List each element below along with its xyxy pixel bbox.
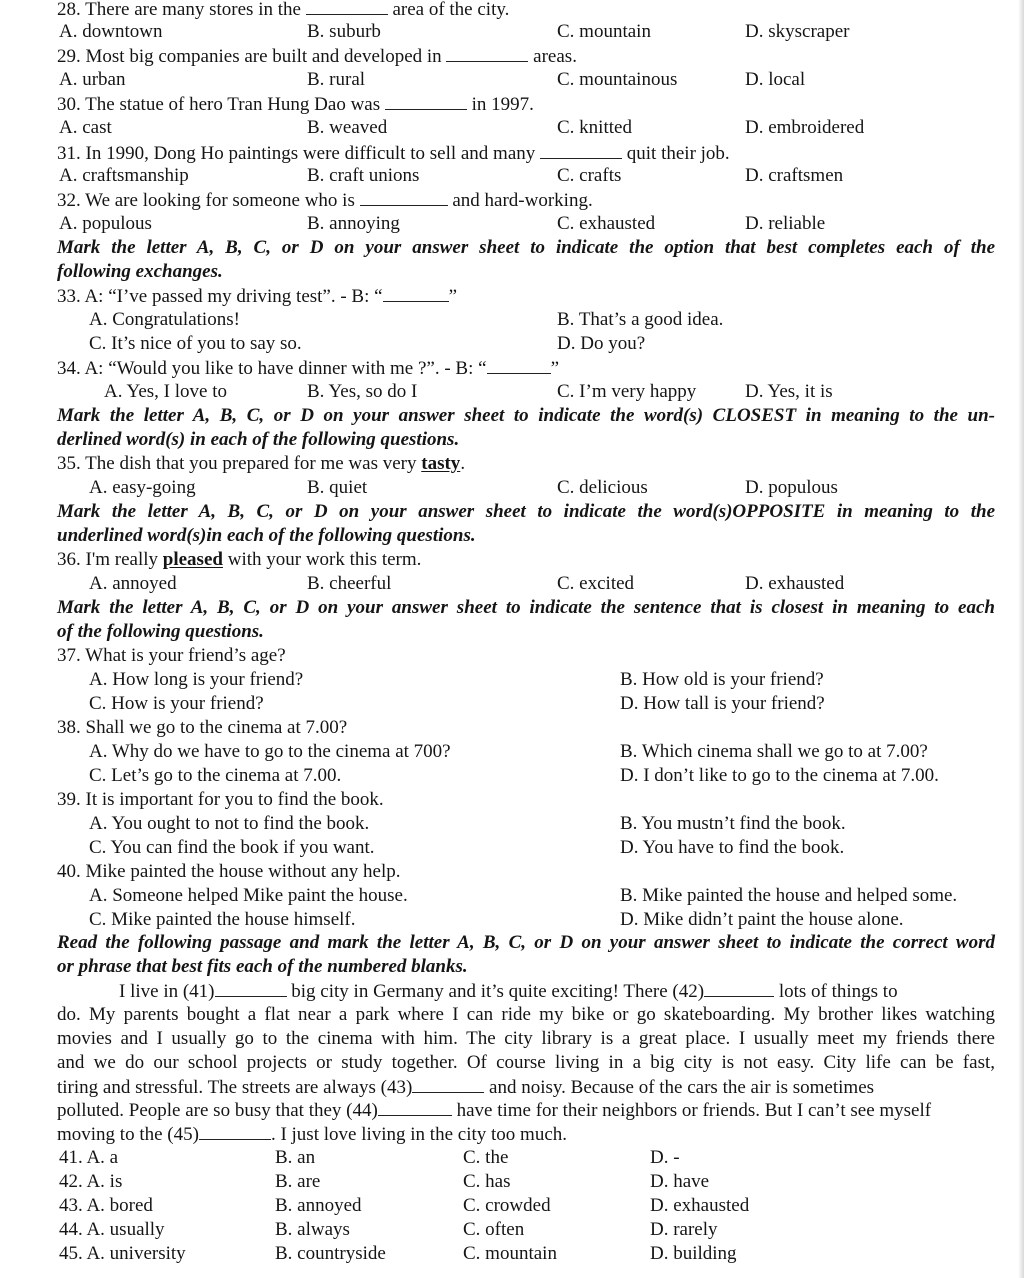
blank-43: [412, 1075, 484, 1093]
q29-option-a: A. urban: [59, 69, 126, 90]
q37-option-c: C. How is your friend?: [89, 693, 264, 714]
blank-44: [378, 1098, 452, 1116]
q29-stem: 29. Most big companies are built and developed in areas.: [57, 46, 577, 67]
q32-option-a: A. populous: [59, 213, 152, 234]
q30-option-c: C. knitted: [557, 117, 632, 138]
passage-line-6: polluted. People are so busy that they (44) have time for their neighbors or friends. But I can’t see myself: [57, 1100, 932, 1121]
q33-option-b: B. That’s a good idea.: [557, 309, 724, 330]
q33-stem: 33. A: “I’ve passed my driving test”. - B: “ ”: [57, 286, 458, 307]
q40-stem: 40. Mike painted the house without any help.: [57, 861, 401, 882]
q45-option-d: D. building: [650, 1243, 737, 1264]
q34-option-d: D. Yes, it is: [745, 381, 833, 402]
q40-option-c: C. Mike painted the house himself.: [89, 909, 356, 930]
q39-option-d: D. You have to find the book.: [620, 837, 845, 858]
q38-stem: 38. Shall we go to the cinema at 7.00?: [57, 717, 348, 738]
passage-line-1: I live in (41) big city in Germany and it’s quite exciting! There (42) lots of things to: [119, 981, 898, 1002]
instruction-sentence-line1: Mark the letter A, B, C, or D on your answer sheet to indicate the sentence that is closest in meaning to each: [57, 597, 995, 618]
q36-stem: 36. I'm really pleased with your work this term.: [57, 549, 422, 570]
q28-option-a: A. downtown: [59, 21, 163, 42]
q33-option-d: D. Do you?: [557, 333, 646, 354]
q42-option-c: C. has: [463, 1171, 511, 1192]
q28-option-b: B. suburb: [307, 21, 381, 42]
q36-option-a: A. annoyed: [89, 573, 177, 594]
q34-blank: [487, 356, 551, 374]
q31-option-a: A. craftsmanship: [59, 165, 189, 186]
q30-option-a: A. cast: [59, 117, 112, 138]
q35-underlined-word: tasty: [421, 453, 461, 474]
q30-stem: 30. The statue of hero Tran Hung Dao was in 1997.: [57, 94, 534, 115]
q42-option-a: 42. A. is: [59, 1171, 123, 1192]
q35-option-d: D. populous: [745, 477, 838, 498]
q44-option-c: C. often: [463, 1219, 525, 1240]
q35-option-b: B. quiet: [307, 477, 368, 498]
q29-option-b: B. rural: [307, 69, 366, 90]
passage-line-2: do. My parents bought a flat near a park where I can ride my bike or go skateboarding. My brother likes watching: [57, 1004, 995, 1025]
q38-option-a: A. Why do we have to go to the cinema at 700?: [89, 741, 451, 762]
passage-line-3: movies and I usually go to the cinema with him. The city library is a great place. I usually meet my friends there: [57, 1028, 995, 1049]
q32-blank: [360, 188, 448, 206]
q36-option-b: B. cheerful: [307, 573, 392, 594]
page-edge-shadow: [1018, 0, 1024, 1278]
q38-option-c: C. Let’s go to the cinema at 7.00.: [89, 765, 342, 786]
q44-option-a: 44. A. usually: [59, 1219, 165, 1240]
q35-option-c: C. delicious: [557, 477, 648, 498]
q36-option-c: C. excited: [557, 573, 635, 594]
passage-line-4: and we do our school projects or study together. Of course living in a big city is not easy. City life can be fast,: [57, 1052, 995, 1073]
q36-option-d: D. exhausted: [745, 573, 845, 594]
q43-option-d: D. exhausted: [650, 1195, 750, 1216]
instruction-sentence-line2: of the following questions.: [57, 621, 264, 642]
q35-stem: 35. The dish that you prepared for me was very tasty.: [57, 453, 466, 474]
q29-option-c: C. mountainous: [557, 69, 678, 90]
q40-option-b: B. Mike painted the house and helped some.: [620, 885, 958, 906]
instruction-opposite-line2: underlined word(s)in each of the following questions.: [57, 525, 476, 546]
q28-blank: [306, 0, 388, 15]
q28-option-c: C. mountain: [557, 21, 651, 42]
q33-option-a: A. Congratulations!: [89, 309, 240, 330]
q36-underlined-word: pleased: [162, 549, 223, 570]
q44-option-d: D. rarely: [650, 1219, 718, 1240]
q43-option-b: B. annoyed: [275, 1195, 362, 1216]
q35-option-a: A. easy-going: [89, 477, 196, 498]
q39-option-b: B. You mustn’t find the book.: [620, 813, 846, 834]
passage-line-7: moving to the (45) . I just love living in the city too much.: [57, 1124, 568, 1145]
instruction-passage-line2: or phrase that best fits each of the numbered blanks.: [57, 956, 468, 977]
instruction-exchanges-line2: following exchanges.: [57, 261, 223, 282]
q34-stem: 34. A: “Would you like to have dinner with me ?”. - B: “ ”: [57, 358, 560, 379]
q43-option-c: C. crowded: [463, 1195, 551, 1216]
q34-option-c: C. I’m very happy: [557, 381, 697, 402]
q41-option-b: B. an: [275, 1147, 316, 1168]
q31-option-b: B. craft unions: [307, 165, 420, 186]
q41-option-a: 41. A. a: [59, 1147, 119, 1168]
q29-option-d: D. local: [745, 69, 806, 90]
q40-option-d: D. Mike didn’t paint the house alone.: [620, 909, 904, 930]
blank-42: [704, 979, 774, 997]
q32-stem: 32. We are looking for someone who is and hard-working.: [57, 190, 593, 211]
q42-option-d: D. have: [650, 1171, 710, 1192]
q31-option-c: C. crafts: [557, 165, 622, 186]
blank-45: [199, 1122, 271, 1140]
q37-option-d: D. How tall is your friend?: [620, 693, 825, 714]
q45-option-b: B. countryside: [275, 1243, 386, 1264]
instruction-exchanges-line1: Mark the letter A, B, C, or D on your answer sheet to indicate the option that best completes each of the: [57, 237, 995, 258]
q42-option-b: B. are: [275, 1171, 321, 1192]
q32-option-c: C. exhausted: [557, 213, 656, 234]
q41-option-d: D. -: [650, 1147, 680, 1168]
q33-option-c: C. It’s nice of you to say so.: [89, 333, 302, 354]
q33-blank: [383, 284, 449, 302]
instruction-opposite-line1: Mark the letter A, B, C, or D on your answer sheet to indicate the word(s)OPPOSITE in meaning to the: [57, 501, 995, 522]
q30-blank: [385, 92, 467, 110]
q43-option-a: 43. A. bored: [59, 1195, 153, 1216]
q39-stem: 39. It is important for you to find the book.: [57, 789, 384, 810]
q31-option-d: D. craftsmen: [745, 165, 844, 186]
q41-option-c: C. the: [463, 1147, 509, 1168]
q38-option-d: D. I don’t like to go to the cinema at 7.00.: [620, 765, 939, 786]
q45-option-c: C. mountain: [463, 1243, 557, 1264]
q32-option-b: B. annoying: [307, 213, 400, 234]
q31-blank: [540, 141, 622, 159]
q29-blank: [446, 44, 528, 62]
blank-41: [215, 979, 287, 997]
q44-option-b: B. always: [275, 1219, 350, 1240]
passage-line-5: tiring and stressful. The streets are always (43) and noisy. Because of the cars the air is sometimes: [57, 1077, 875, 1098]
q31-stem: 31. In 1990, Dong Ho paintings were difficult to sell and many quit their job.: [57, 143, 730, 164]
q28-stem: 28. There are many stores in the area of the city.: [57, 0, 509, 21]
q45-option-a: 45. A. university: [59, 1243, 186, 1264]
q39-option-a: A. You ought to not to find the book.: [89, 813, 370, 834]
q37-option-a: A. How long is your friend?: [89, 669, 304, 690]
instruction-closest-line1: Mark the letter A, B, C, or D on your answer sheet to indicate the word(s) CLOSEST in meaning to the un-: [57, 405, 995, 426]
q32-option-d: D. reliable: [745, 213, 826, 234]
q37-stem: 37. What is your friend’s age?: [57, 645, 286, 666]
q34-option-b: B. Yes, so do I: [307, 381, 418, 402]
q37-option-b: B. How old is your friend?: [620, 669, 824, 690]
q30-option-d: D. embroidered: [745, 117, 865, 138]
q40-option-a: A. Someone helped Mike paint the house.: [89, 885, 408, 906]
q28-option-d: D. skyscraper: [745, 21, 850, 42]
instruction-closest-line2: derlined word(s) in each of the following questions.: [57, 429, 460, 450]
q30-option-b: B. weaved: [307, 117, 388, 138]
q39-option-c: C. You can find the book if you want.: [89, 837, 375, 858]
instruction-passage-line1: Read the following passage and mark the letter A, B, C, or D on your answer sheet to indicate the correct word: [57, 932, 995, 953]
q34-option-a: A. Yes, I love to: [104, 381, 227, 402]
q38-option-b: B. Which cinema shall we go to at 7.00?: [620, 741, 928, 762]
